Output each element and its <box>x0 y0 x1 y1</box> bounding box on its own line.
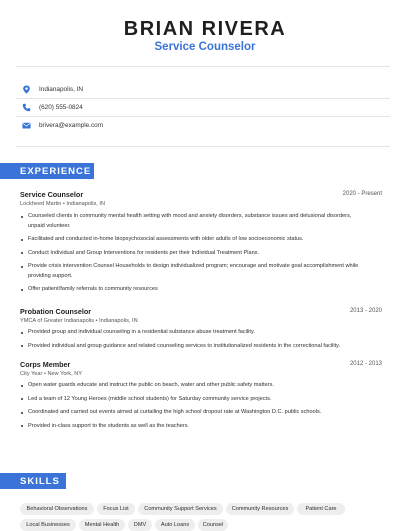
envelope-icon <box>22 121 31 130</box>
experience-heading-text: EXPERIENCE <box>20 165 92 177</box>
contact-email <box>22 116 382 134</box>
list-item: Provided individual and group guidance and related counseling services to institutionalized residents in the correctional facility. <box>20 342 368 352</box>
skills-heading-text: SKILLS <box>20 475 60 487</box>
skill-chip: Community Support Services <box>138 503 223 515</box>
map-pin-icon <box>22 85 31 94</box>
job-company: YMCA of Greater Indianapolis • Indianapolis, IN <box>20 318 138 324</box>
contact-location <box>22 80 382 98</box>
candidate-role: Service Counselor <box>154 41 256 53</box>
skill-chip: Local Businesses <box>20 519 76 531</box>
list-item: Provided group and individual counseling in a residential substance abuse treatment facility. <box>20 328 368 338</box>
job-company: Lockheed Martin • Indianapolis, IN <box>20 201 105 207</box>
divider <box>16 66 390 67</box>
list-item: Provide crisis intervention Counsel Households to design individualized program; encourage and motivate goal accomplishment while providing support. <box>20 262 368 281</box>
job-title: Probation Counselor <box>20 307 92 316</box>
list-item: Open water guards educate and instruct the public on beach, water and other public safety matters. <box>20 381 368 391</box>
list-item: Conduct Individual and Group Interventions for residents per their Individual Treatment Plans. <box>20 249 368 259</box>
skills-heading <box>0 473 66 489</box>
list-item: Coordinated and carried out events aimed at curtailing the high school dropout rate at Washington D.C. public schools. <box>20 408 368 418</box>
job-bullets <box>20 328 368 355</box>
list-item: Counseled clients in community mental health setting with mood and anxiety disorders, substance issues and delusional disorders, unpaid volunteer. <box>20 212 368 231</box>
phone-text: (620) 555-0824 <box>39 103 83 111</box>
skill-chip: DMV <box>128 519 152 531</box>
list-item: Led a team of 12 Young Heroes (middle school students) for Saturday community service projects. <box>20 395 368 405</box>
job-title: Corps Member <box>20 360 71 369</box>
job-dates: 2020 - Present <box>342 191 382 197</box>
job-title: Service Counselor <box>20 190 84 199</box>
job-dates: 2013 - 2020 <box>349 308 382 314</box>
skill-chip: Mental Health <box>79 519 125 531</box>
experience-heading <box>0 163 94 179</box>
phone-icon <box>22 103 31 112</box>
divider <box>16 146 390 147</box>
skill-chip: Focus List <box>97 503 135 515</box>
job-company: City Year • New York, NY <box>20 371 82 377</box>
skill-chip: Behavioral Observations <box>20 503 94 515</box>
location-text: Indianapolis, IN <box>39 85 84 93</box>
list-item: Provided in-class support to the students as well as the teachers. <box>20 422 368 432</box>
list-item: Facilitated and conducted in-home biopsychosocial assessments with older adults of low socioeconomic status. <box>20 235 368 245</box>
skill-chip: Counsel <box>198 519 228 531</box>
list-item: Offer patient/family referrals to community resources <box>20 285 368 295</box>
skill-chip: Patient Care <box>297 503 345 515</box>
job-dates: 2012 - 2013 <box>349 361 382 367</box>
skill-chip: Auto Loans <box>155 519 195 531</box>
job-bullets <box>20 212 368 299</box>
job-bullets <box>20 381 368 435</box>
contact-phone <box>22 98 382 116</box>
skill-chip: Community Resources <box>226 503 294 515</box>
candidate-name: BRIAN RIVERA <box>123 18 287 40</box>
email-text[interactable]: brivera@example.com <box>39 121 104 129</box>
